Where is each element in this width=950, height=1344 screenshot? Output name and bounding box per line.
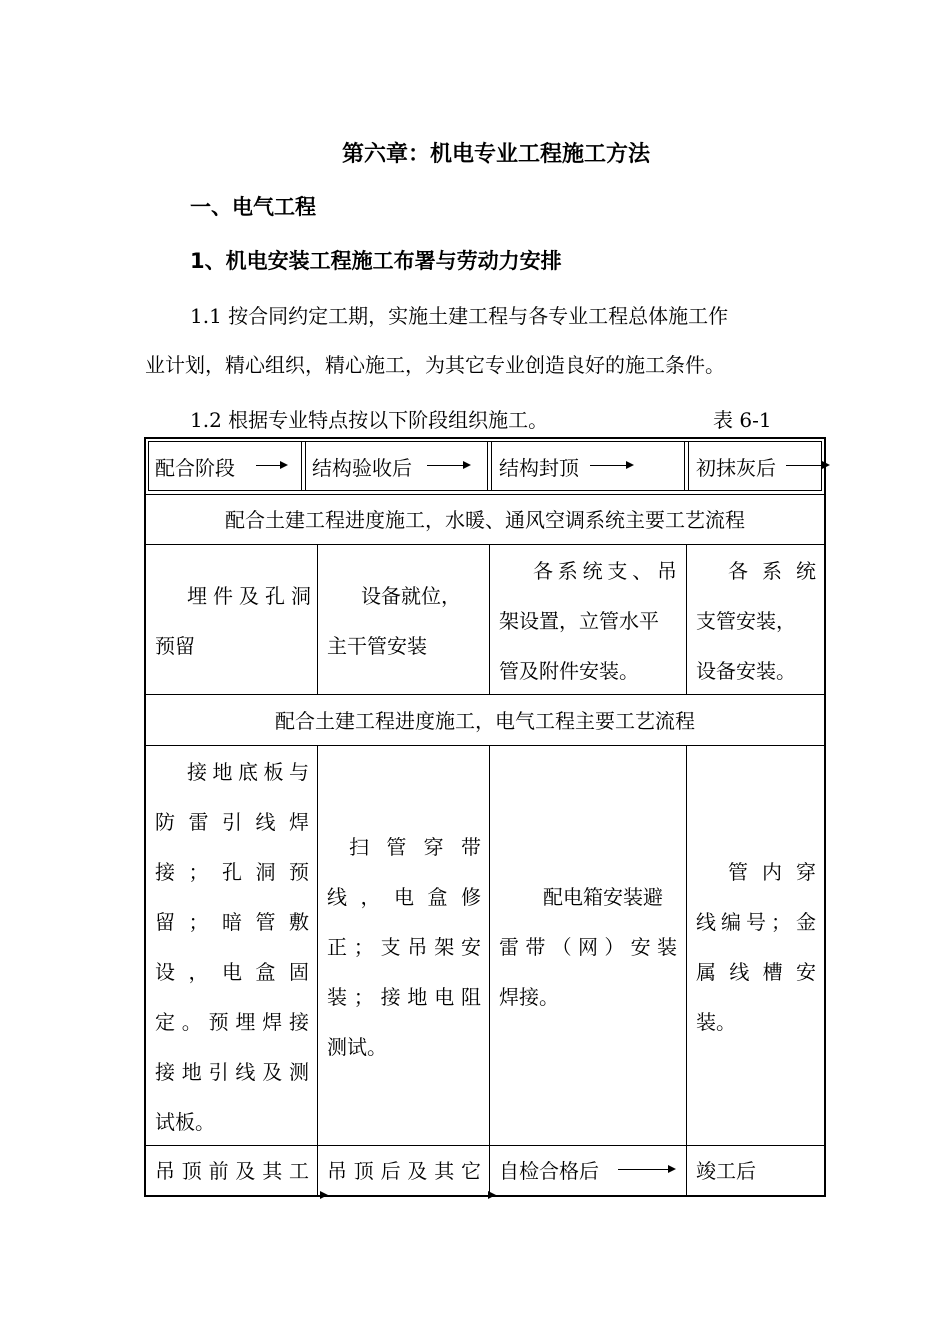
hvac-support-installation: 各系统支、吊 架设置，立管水平 管及附件安装。 (499, 559, 677, 683)
hvac-process-title: 配合土建工程进度施工，水暖、通风空调系统主要工艺流程 (225, 508, 745, 532)
header-after-plastering: 初抹灰后 (696, 456, 776, 480)
arrow-icon (427, 465, 469, 466)
header-structure-topped: 结构封顶 (499, 456, 579, 480)
electrical-process-title: 配合土建工程进度施工，电气工程主要工艺流程 (275, 709, 695, 733)
section-title: 一、电气工程 (190, 195, 316, 219)
paragraph-1-1-line1: 1.1 按合同约定工期，实施土建工程与各专业工程总体施工作 (190, 304, 729, 328)
table-label: 表 6-1 (713, 408, 772, 432)
hvac-branch-pipe-installation: 各 系 统 支管安装， 设备安装。 (696, 559, 816, 683)
subsection-title: 1、机电安装工程施工布署与劳动力安排 (190, 249, 562, 273)
footer-after-completion: 竣工后 (696, 1159, 756, 1183)
arrow-icon (618, 1169, 674, 1170)
footer-after-ceiling: 吊顶后及其它 (327, 1159, 481, 1183)
header-after-structure-acceptance: 结构验收后 (312, 456, 412, 480)
arrow-icon (786, 465, 828, 466)
hvac-embedded-parts: 埋件及孔洞 预留 (155, 584, 311, 658)
arrow-icon (482, 1195, 494, 1196)
footer-before-ceiling: 吊顶前及其工 (155, 1159, 309, 1183)
hvac-equipment-placement: 设备就位， 主干管安装 (327, 584, 461, 658)
electrical-conduit-work: 扫管穿带 线，电盒修 正；支吊架安 装；接地电阻 测试。 (327, 835, 481, 1059)
paragraph-1-1-line2: 业计划，精心组织，精心施工，为其它专业创造良好的施工条件。 (145, 353, 725, 377)
header-stage-label: 配合阶段 (155, 456, 235, 480)
arrow-icon (590, 465, 632, 466)
arrow-icon (310, 1195, 326, 1196)
electrical-distribution-box: 配电箱安装避 雷带（网）安装 焊接。 (499, 885, 677, 1009)
footer-after-self-inspection: 自检合格后 (499, 1159, 599, 1183)
arrow-icon (256, 465, 286, 466)
electrical-wiring-numbering: 管内穿 线编号；金 属线槽安 装。 (696, 860, 816, 1034)
electrical-grounding-work: 接地底板与 防雷引线焊 接；孔洞预 留；暗管敷 设，电盒固 定。预埋焊接 接地引线及测 试板。 (155, 760, 309, 1134)
paragraph-1-2: 1.2 根据专业特点按以下阶段组织施工。 (190, 408, 549, 432)
chapter-title: 第六章：机电专业工程施工方法 (342, 142, 651, 167)
